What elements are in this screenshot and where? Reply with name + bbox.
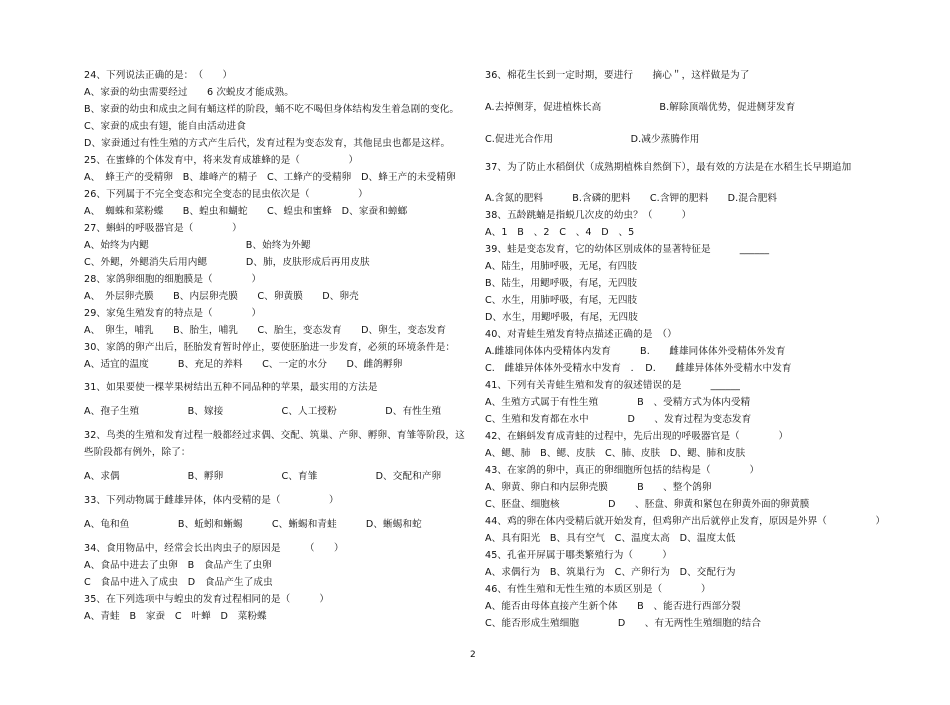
question-line: 26、下列属于不完全变态和完全变态的昆虫依次是（ ）: [84, 189, 368, 200]
question-line: 32、鸟类的生殖和发育过程一般都经过求偶、交配、筑巢、产卵、孵卵、育雏等阶段，这: [84, 430, 465, 441]
option-line: C. 雌雄异体体外受精水中发育 ． D. 雌雄异体体外受精水中发育: [485, 363, 792, 374]
option-line: A、能否由母体直接产生新个体 B 、能否进行西部分裂: [485, 601, 741, 612]
option-line: D、水生，用鳃呼吸，有尾，无四肢: [485, 312, 638, 323]
question-line: 39、蛙是变态发育，它的幼体区别成体的显著特征是 ______: [485, 244, 770, 255]
option-line: A、求偶 B、孵卵 C、育雏 D、交配和产卵: [84, 471, 442, 482]
question-line: 36、棉花生长到一定时期，要进行 摘心＂，这样做是为了: [485, 70, 750, 81]
option-line: A、青蛙 B 家蚕 C 叶蝉 D 菜粉蝶: [84, 611, 267, 622]
option-line: C.促进光合作用 D.减少蒸腾作用: [485, 134, 700, 145]
question-line: 些阶段都有例外，除了：: [84, 447, 191, 458]
question-line: 24、下列说法正确的是： （ ）: [84, 70, 233, 81]
option-line: C、水生，用肺呼吸，有尾，无四肢: [485, 295, 638, 306]
question-line: 44、鸡的卵在体内受精后就开始发育，但鸡卵产出后就停止发育，原因是外界（ ）: [485, 516, 886, 527]
option-line: C、能否形成生殖细胞 D 、有无两性生殖细胞的结合: [485, 618, 762, 629]
option-line: A、家蚕的幼虫需要经过 6 次蜕皮才能成熟。: [84, 87, 294, 98]
option-line: A、求偶行为 B、筑巢行为 C、产卵行为 D、交配行为: [485, 567, 736, 578]
option-line: A、具有阳光 B、具有空气 C、温度太高 D、温度太低: [485, 533, 736, 544]
question-line: 31、如果要使一棵苹果树结出五种不同品种的苹果，最实用的方法是: [84, 382, 378, 393]
question-line: 30、家鸽的卵产出后，胚胎发育暂时停止，要使胚胎进一步发育，必须的环境条件是：: [84, 342, 456, 353]
option-line: A、1 B 、2 C 、4 D 、5: [485, 227, 635, 238]
option-line: A、食品中进去了虫卵 B 食品产生了虫卵: [84, 560, 272, 571]
question-line: 29、家兔生殖发育的特点是（ ）: [84, 308, 262, 319]
question-line: 46、有性生殖和无性生殖的本质区别是（ ）: [485, 584, 711, 595]
option-line: C、外鳃，外鳃消失后用内鳃 D、肺，皮肤形成后再用皮肤: [84, 257, 370, 268]
option-line: A、 蜘蛛和菜粉蝶 B、蝗虫和蝴蛇 C、蝗虫和蜜蜂 D、家蚕和蟑螂: [84, 206, 408, 217]
question-line: 25、在蜜蜂的个体发育中，将来发育成雄蜂的是（ ）: [84, 155, 359, 166]
option-line: C、家蚕的成虫有翅，能自由活动进食: [84, 121, 246, 132]
option-line: A、 外层卵壳膜 B、内层卵壳膜 C、卵黄膜 D、卵壳: [84, 291, 359, 302]
option-line: A、始终为内鳃 B、始终为外鳃: [84, 240, 311, 251]
option-line: A、陆生，用肺呼吸，无尾，有四肢: [485, 261, 638, 272]
option-line: A、孢子生殖 B、嫁接 C、人工授粉 D、有性生殖: [84, 406, 442, 417]
question-line: 35、在下列选项中与蝗虫的发育过程相同的是（ ）: [84, 594, 330, 605]
option-line: B、家蚕的幼虫和成虫之间有蛹这样的阶段，蛹不吃不喝但身体结构发生着急剧的变化。: [84, 104, 460, 115]
option-line: C 食品中进入了成虫 D 食品产生了成虫: [84, 577, 273, 588]
option-line: D、家蚕通过有性生殖的方式产生后代，发育过程为变态发育，其他昆虫也都是这样。: [84, 138, 451, 149]
option-line: A.雌雄同体体内受精体内发育 B. 雌雄同体体外受精体外发育: [485, 346, 786, 357]
question-line: 38、五龄跳蝻是指蜕几次皮的幼虫？（ ）: [485, 210, 692, 221]
question-line: 37、为了防止水稻倒伏（成熟期植株自然倒下），最有效的方法是在水稻生长早期追加: [485, 162, 852, 173]
option-line: A、适宜的温度 B、充足的养料 C、一定的水分 D、雌鸽孵卵: [84, 359, 403, 370]
option-line: A、生殖方式属于有性生殖 B 、受精方式为体内受精: [485, 397, 751, 408]
question-line: 33、下列动物属于雌雄异体，体内受精的是（ ）: [84, 495, 339, 506]
option-line: A.含氮的肥料 B.含磷的肥料 C.含钾的肥料 D.混合肥料: [485, 193, 778, 204]
question-line: 28、家鸽卵细胞的细胞膜是（ ）: [84, 274, 262, 285]
question-line: 45、孔雀开屏属于哪类繁殖行为（ ）: [485, 550, 672, 561]
question-line: 43、在家鸽的卵中，真正的卵细胞所包括的结构是（ ）: [485, 465, 760, 476]
option-line: A、龟和鱼 B、蚯蚓和蜥蜴 C、蜥蜴和青蛙 D、蜥蜴和蛇: [84, 519, 422, 530]
option-line: A、 卵生，哺乳 B、胎生，哺乳 C、胎生，变态发育 D、卵生，变态发育: [84, 325, 447, 336]
option-line: C、胚盘、细胞核 D 、胚盘、卵黄和紧包在卵黄外面的卵黄膜: [485, 499, 810, 510]
question-line: 42、在蝌蚪发育成青蛙的过程中，先后出现的呼吸器官是（ ）: [485, 431, 789, 442]
option-line: C、生殖和发育都在水中 D 、发育过程为变态发育: [485, 414, 752, 425]
option-line: B、陆生，用鳃呼吸，有尾，无四肢: [485, 278, 638, 289]
option-line: A、卵黄、卵白和内层卵壳膜 B 、整个鸽卵: [485, 482, 712, 493]
page-number: 2: [470, 650, 476, 660]
question-line: 34、食用物品中，经常会长出肉虫子的原因是 （ ）: [84, 543, 344, 554]
option-line: A.去掉侧芽，促进植株长高 B.解除顶端优势，促进侧芽发育: [485, 102, 796, 113]
question-line: 41、下列有关青蛙生殖和发育的叙述错误的是 ______: [485, 380, 741, 391]
option-line: A、鳃、肺 B、鳃、皮肤 C、肺、皮肤 D、鳃、肺和皮肤: [485, 448, 746, 459]
question-line: 27、蝌蚪的呼吸器官是（ ）: [84, 223, 242, 234]
option-line: A、 蜂王产的受精卵 B、雄峰产的精子 C、工蜂产的受精卵 D、蜂王产的未受精卵: [84, 172, 456, 183]
question-line: 40、对青蛙生殖发育特点描述正确的是 （）: [485, 329, 677, 340]
